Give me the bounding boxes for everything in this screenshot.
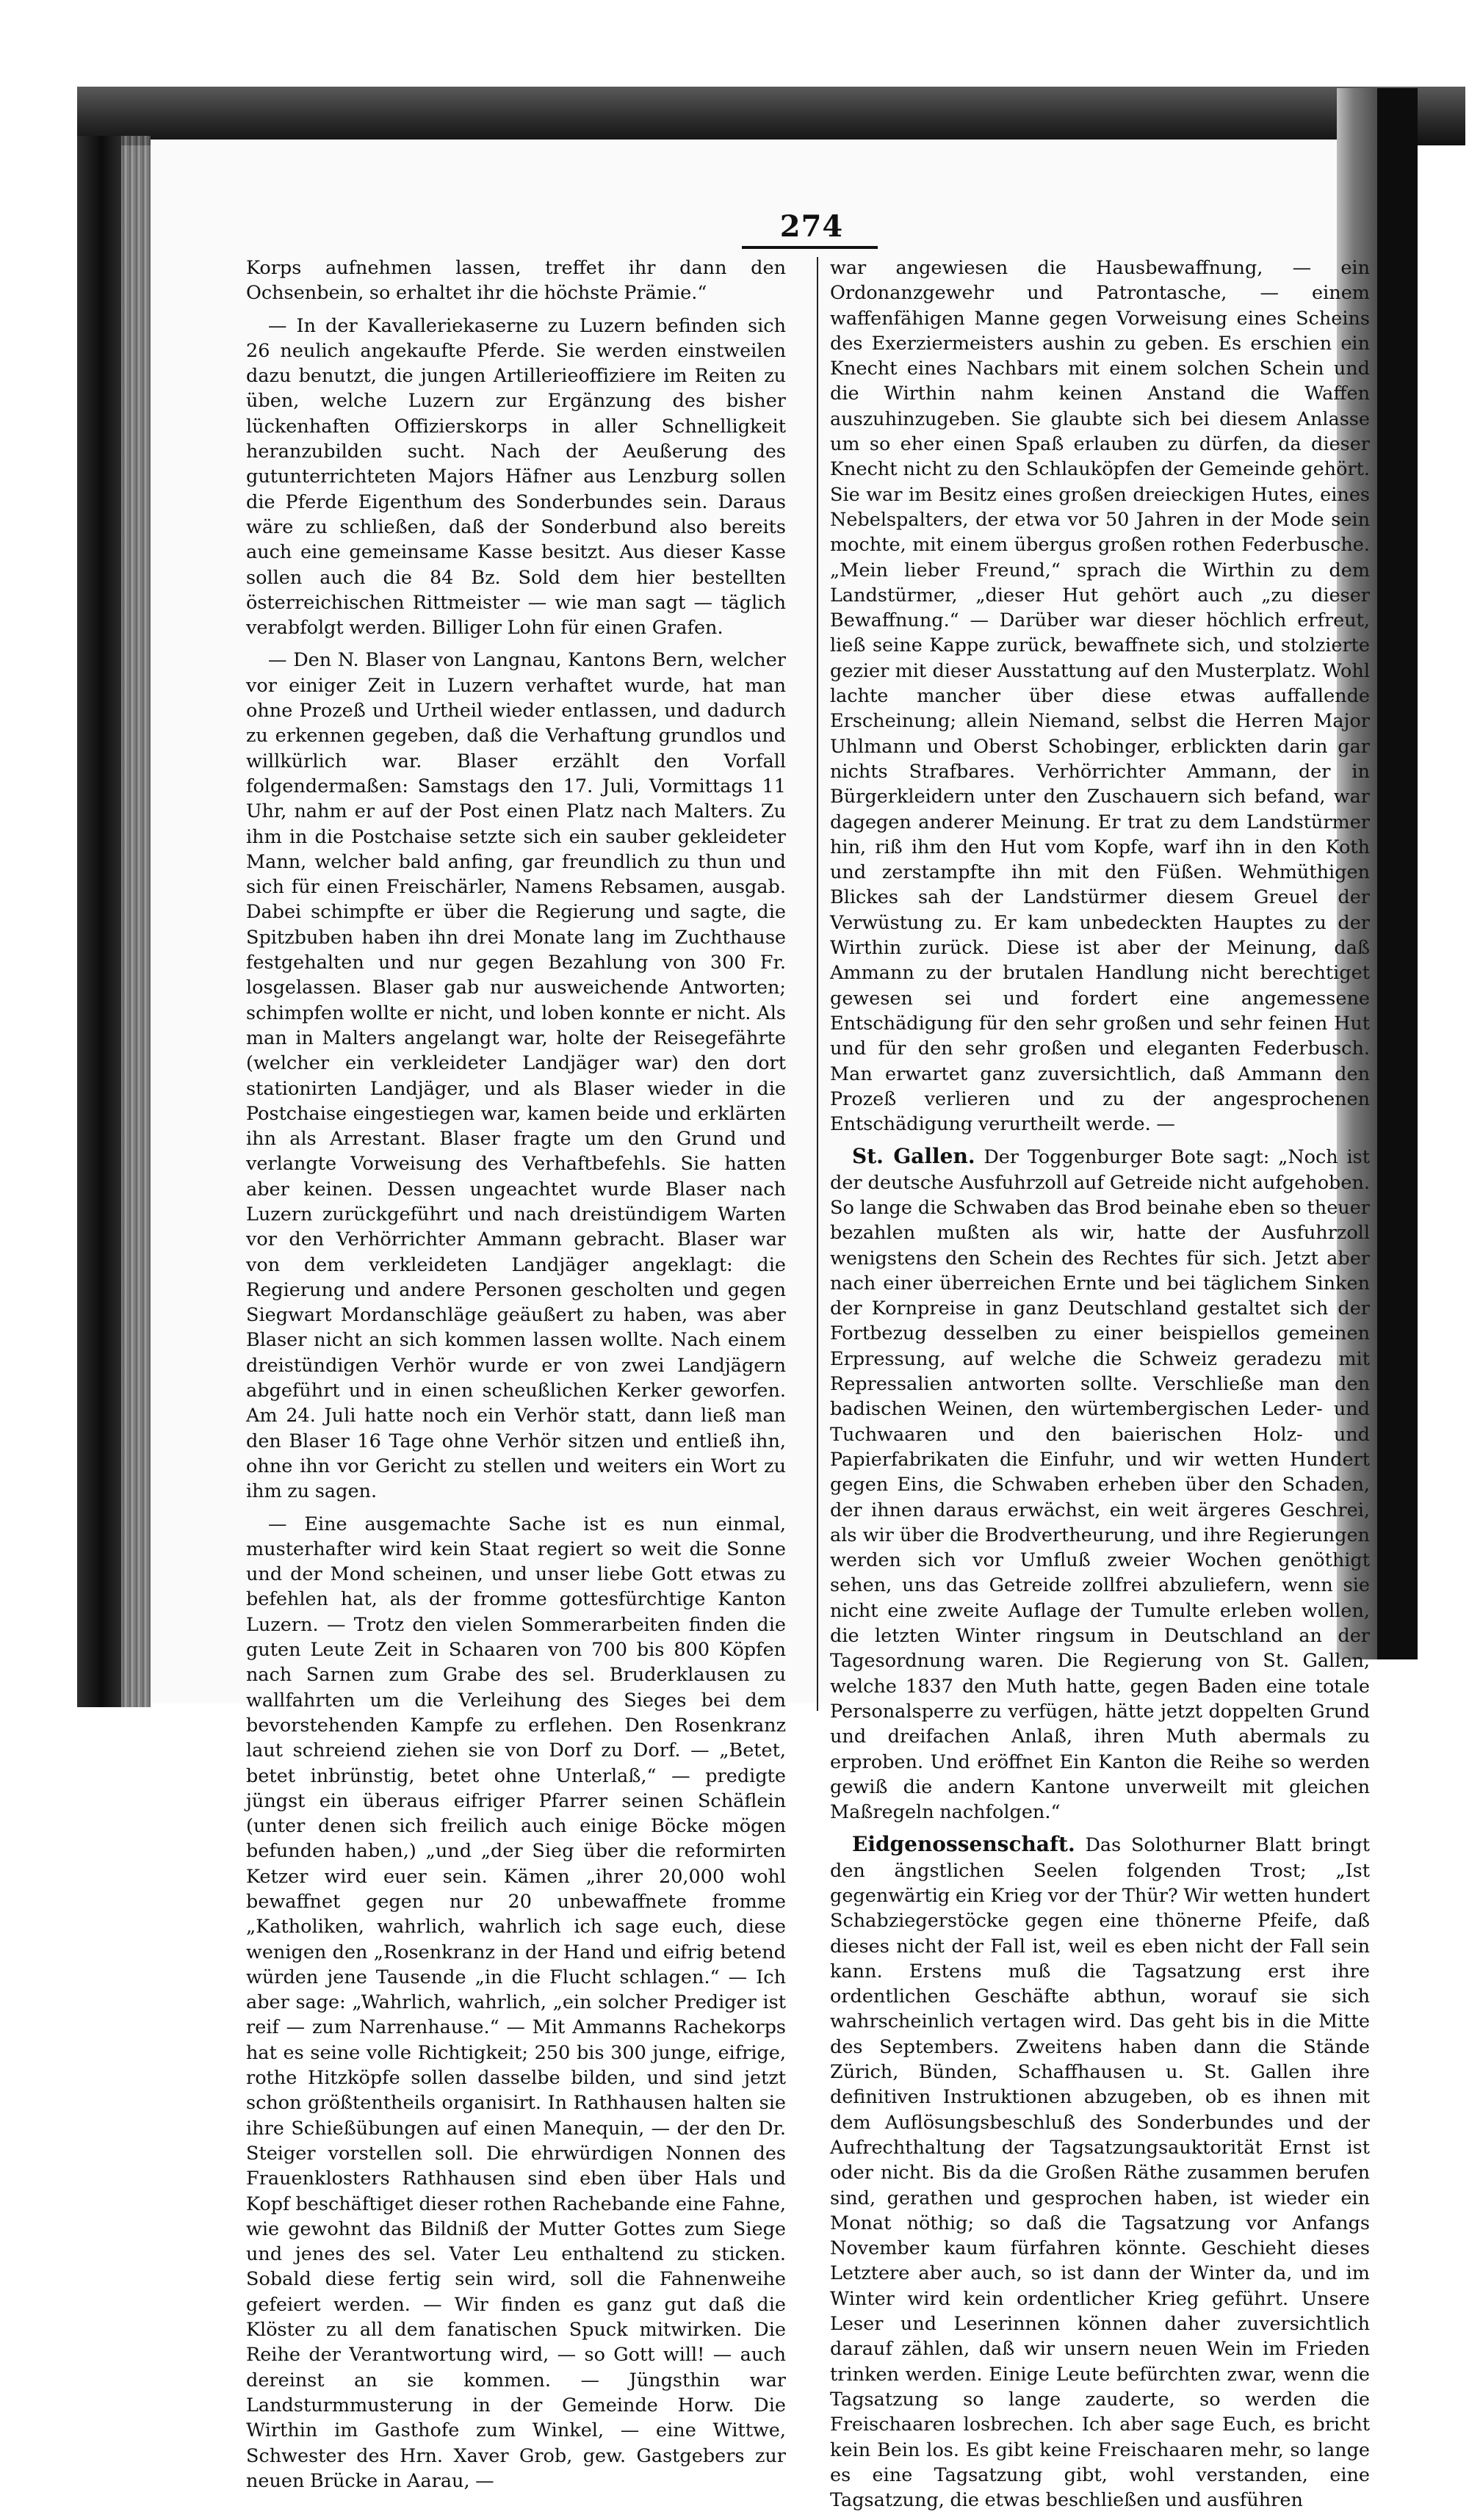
article-st-gallen	[830, 1144, 1370, 1825]
article-paragraph: — In der Kavalleriekaserne zu Luzern befinden sich 26 neulich angekaufte Pferde. Sie werden einstweilen dazu benutzt, die jungen Artillerieoffiziere im Reiten zu üben, welche Luzern zur Ergänzung des bisher lückenhaften Offizierskorps in aller Schnelligkeit heranzubilden sucht. Nach der Aeußerung des gutunterrichteten Majors Häfner aus Lenzburg sollen die Pferde Eigenthum des Sonderbundes sein. Daraus wäre zu schließen, daß der Sonderbund also bereits auch eine gemeinsame Kasse besitzt. Aus dieser Kasse sollen auch die 84 Bz. Sold dem hier bestellten österreichischen Rittmeister — wie man sagt — täglich verabfolgt werden. Billiger Lohn für einen Grafen.	[246, 314, 786, 640]
page-number-rule	[742, 246, 878, 249]
article-paragraph: — Eine ausgemachte Sache ist es nun einmal, musterhafter wird kein Staat regiert so weit die Sonne und der Mond scheinen, und unser liebe Gott etwas zu befehlen hat, als der fromme gottesfürchtige Kanton Luzern. — Trotz den vielen Sommerarbeiten finden die guten Leute Zeit in Schaaren von 700 bis 800 Köpfen nach Sarnen zum Grabe des sel. Bruderklausen zu wallfahrten um die Verleihung des Sieges bei dem bevorstehenden Kampfe zu erflehen. Den Rosenkranz laut schreiend ziehen sie von Dorf zu Dorf. — „Betet, betet inbrünstig, betet ohne Unterlaß,“ — predigte jüngst ein überaus eifriger Pfarrer seinen Schäflein (unter denen sich freilich auch einige Böcke mögen befunden haben,) „und „der Sieg über die reformirten Ketzer wird euer sein. Kämen „ihrer 20,000 wohl bewaffnet gegen nur 20 unbewaffnete fromme „Katholiken, wahrlich, wahrlich ich sage euch, diese wenigen den „Rosenkranz in der Hand und eifrig betend würden jene Tausende „in die Flucht schlagen.“ — Ich aber sage: „Wahrlich, wahrlich, „ein solcher Prediger ist reif — zum Narrenhause.“ — Mit Ammanns Rachekorps hat es seine volle Richtigkeit; 250 bis 300 junge, eifrige, rothe Hitzköpfe sollen dasselbe bilden, und sind jetzt schon größtentheils organisirt. In Rathhausen halten sie ihre Schießübungen auf einen Manequin, — der den Dr. Steiger vorstellen soll. Die ehrwürdigen Nonnen des Frauenklosters Rathhausen sind eben über Hals und Kopf beschäftiget dieser rothen Rachebande eine Fahne, wie gewohnt das Bildniß der Mutter Gottes zum Siege und jenes des sel. Vater Leu enthaltend zu sticken. Sobald diese fertig sein wird, soll die Fahnenweihe gefeiert werden. — Wir finden es ganz gut daß die Klöster zu all dem fanatischen Spuck mitwirken. Die Reihe der Verantwortung wird, — so Gott will! — auch dereinst an sie kommen. — Jüngsthin war Landsturmmusterung in der Gemeinde Horw. Die Wirthin im Gasthofe zum Winkel, — eine Wittwe, Schwester des Hrn. Xaver Grob, gew. Gastgebers zur neuen Brücke in Aarau, —	[246, 1513, 786, 2492]
article-paragraph: Das Solothurner Blatt bringt den ängstlichen Seelen folgenden Trost; „Ist gegenwärtig ein Krieg vor der Thür? Wir wetten hundert Schabziegerstöcke gegen eine thönerne Pfeife, daß dieses nicht der Fall ist, weil es eben nicht der Fall sein kann. Erstens muß die Tagsatzung erst ihre ordentlichen Geschäfte abthun, worauf sie sich wahrscheinlich vertagen wird. Das geht bis in die Mitte des Septembers. Zweitens haben dann die Stände Zürich, Bünden, Schaffhausen u. St. Gallen ihre definitiven Instruktionen abzugeben, ob es ihnen mit dem Auflösungsbeschluß des Sonderbundes und der Aufrechthaltung der Tagsatzungsauktorität Ernst ist oder nicht. Bis da die Großen Räthe zusammen berufen sind, gerathen und gesprochen haben, ist wieder ein Monat nöthig; so daß die Tagsatzung vor Anfangs November kaum fürfahren könnte. Geschieht dieses Letztere aber auch, so ist dann der Winter da, und im Winter wird kein ordentlicher Krieg geführt. Unsere Leser und Leserinnen können daher zuversichtlich darauf zählen, daß wir unsern neuen Wein im Frieden trinken werden. Einige Leute befürchten zwar, wenn die Tagsatzung so lange zauderte, so werden die Freischaaren losbrechen. Ich aber sage Euch, es bricht kein Bein los. Es gibt keine Freischaaren mehr, so lange es eine Tagsatzung gibt, wohl verstanden, eine Tagsatzung, die etwas beschließen und ausführen	[830, 1834, 1371, 2512]
scan-shadow-left	[77, 136, 121, 1707]
section-heading-st-gallen: St. Gallen.	[852, 1144, 975, 1169]
page-number: 274	[779, 209, 844, 244]
right-column	[830, 256, 1370, 2520]
article-eidgenossenschaft	[830, 1832, 1370, 2513]
section-heading-eidgenossenschaft: Eidgenossenschaft.	[852, 1832, 1075, 1857]
scan-shadow-top	[77, 87, 1465, 145]
left-column	[246, 256, 786, 2501]
article-paragraph: Der Toggenburger Bote sagt: „Noch ist der deutsche Ausfuhrzoll auf Getreide nicht aufgehoben. So lange die Schwaben das Brod beinahe eben so theuer bezahlen mußten als wir, hatte der Ausfuhrzoll wenigstens den Schein des Rechtes für sich. Jetzt aber nach einer überreichen Ernte und bei täglichem Sinken der Kornpreise in ganz Deutschland gestaltet sich der Fortbezug desselben zu einer beispiellos gemeinen Erpressung, auf welche die Schweiz geradezu mit Repressalien antworten sollte. Verschließe man den badischen Weinen, den würtembergischen Leder- und Tuchwaaren und den baierischen Holz- und Papierfabrikaten die Einfuhr, und wir wetten Hundert gegen Eins, die Schwaben erheben über den Schaden, der ihnen daraus erwächst, ein weit ärgeres Geschrei, als wir über die Brodvertheurung, und ihre Regierungen werden sich vor Umfluß zweier Wochen genöthigt sehen, uns das Getreide zollfrei abzuliefern, wenn sie nicht eine zweite Auflage der Tumulte erleben wollen, die letzten Winter ringsum in Deutschland an der Tagesordnung waren. Die Regierung von St. Gallen, welche 1837 den Muth hatte, gegen Baden eine totale Personalsperre zu verfügen, hätte jetzt doppelten Grund und dreifachen Anlaß, ihren Muth abermals zu erproben. Und eröffnet Ein Kanton die Reihe so werden gewiß die andern Kantone unverweilt mit gleichen Maßregeln nachfolgen.“	[830, 1146, 1370, 1824]
article-paragraph: Korps aufnehmen lassen, treffet ihr dann den Ochsenbein, so erhaltet ihr die höchste Prämie.“	[246, 257, 786, 305]
article-paragraph: war angewiesen die Hausbewaffnung, — ein Ordonanzgewehr und Patrontasche, — einem waffenfähigen Manne gegen Vorweisung eines Scheins des Exerziermeisters aushin zu geben. Es erschien ein Knecht eines Nachbars mit einem solchen Schein und die Wirthin nahm keinen Anstand die Waffen auszuhinzugeben. Sie glaubte sich bei diesem Anlasse um so eher einen Spaß erlauben zu dürfen, da dieser Knecht nicht zu den Schlauköpfen der Gemeinde gehört. Sie war im Besitz eines großen dreieckigen Hutes, eines Nebelspalters, der etwa vor 50 Jahren in der Mode sein mochte, mit einem übergus großen rothen Federbusche. „Mein lieber Freund,“ sprach die Wirthin zu dem Landstürmer, „dieser Hut gehört auch „zu dieser Bewaffnung.“ — Darüber war dieser höchlich erfreut, ließ seine Kappe zurück, bewaffnete sich, und stolzierte gezier mit dieser Ausstattung auf den Musterplatz. Wohl lachte mancher über diese etwas auffallende Erscheinung; allein Niemand, selbst die Herren Major Uhlmann und Oberst Schobinger, erblickten darin gar nichts Strafbares. Verhörrichter Ammann, der in Bürgerkleidern unter den Zuschauern sich befand, war dagegen anderer Meinung. Er trat zu dem Landstürmer hin, riß ihm den Hut vom Kopfe, warf ihn in den Koth und zerstampfte ihn mit den Füßen. Wehmüthigen Blickes sah der Landstürmer diesem Greuel der Verwüstung zu. Er kam unbedeckten Hauptes zu der Wirthin zurück. Diese ist aber der Meinung, daß Ammann zu der brutalen Handlung nicht berechtiget gewesen sei und fordert eine angemessene Entschädigung für den sehr großen und sehr feinen Hut und für den sehr großen und eleganten Federbusch. Man erwartet ganz zuversichtlich, daß Ammann den Prozeß verlieren und zu der angesprochenen Entschädigung verurtheilt werde. —	[830, 257, 1370, 1136]
article-paragraph: — Den N. Blaser von Langnau, Kantons Bern, welcher vor einiger Zeit in Luzern verhaftet wurde, hat man ohne Prozeß und Urtheil wieder entlassen, und dadurch zu erkennen gegeben, daß die Verhaftung grundlos und willkürlich war. Blaser erzählt den Vorfall folgendermaßen: Samstags den 17. Juli, Vormittags 11 Uhr, nahm er auf der Post einen Platz nach Malters. Zu ihm in die Postchaise setzte sich ein sauber gekleideter Mann, welcher bald anfing, gar freundlich zu thun und sich für einen Freischärler, Namens Rebsamen, ausgab. Dabei schimpfte er über die Regierung und sagte, die Spitzbuben haben ihn drei Monate lang im Zuchthause festgehalten und nur gegen Bezahlung von 300 Fr. losgelassen. Blaser gab nur ausweichende Antworten; schimpfen wollte er nicht, und loben konnte er nicht. Als man in Malters angelangt war, holte der Reisegefährte (welcher ein verkleideter Landjäger war) den dort stationirten Landjäger, und als Blaser wieder in die Postchaise eingestiegen war, kamen beide und erklärten ihn als Arrestant. Blaser fragte um den Grund und verlangte Vorweisung des Verhaftbefehls. Sie hatten aber keinen. Dessen ungeachtet wurde Blaser nach Luzern zurückgeführt und nach dreistündigem Warten vor den Verhörrichter Ammann gebracht. Blaser war von dem verkleideten Landjäger angeklagt: die Regierung und andere Personen gescholten und gegen Siegwart Mordanschläge geäußert zu haben, was aber Blaser nicht an sich kommen lassen wollte. Nach einem dreistündigen Verhör wurde er von zwei Landjägern abgeführt und in einen scheußlichen Kerker geworfen. Am 24. Juli hatte noch ein Verhör statt, dann ließ man den Blaser 16 Tage ohne Verhör sitzen und entließ ihn, ohne ihn vor Gericht zu stellen und weiters ein Wort zu ihm zu sagen.	[246, 649, 786, 1503]
book-spine-edge	[121, 136, 151, 1707]
scan-border-right	[1377, 88, 1418, 1659]
column-divider	[817, 257, 818, 1711]
